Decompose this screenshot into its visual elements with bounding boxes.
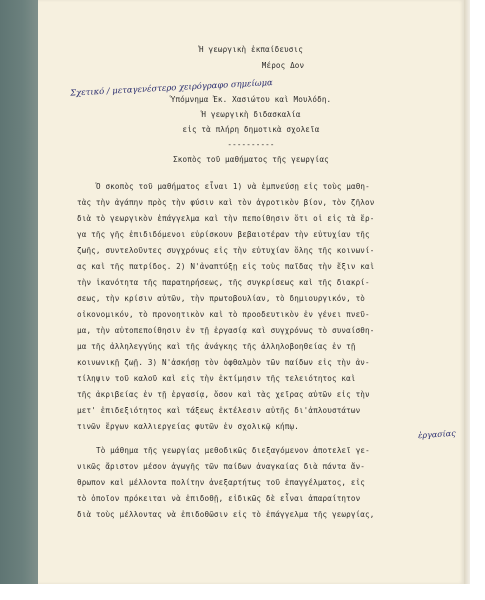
body-line-1: Ὁ σκοπὸς τοῦ μαθήματος εἶναι 1) νὰ ἐμπνεύσῃ εἰς τοὺς μαθη- bbox=[96, 182, 370, 191]
body-line-17: Τὸ μάθημα τῆς γεωργίας μεθοδικῶς διεξαγόμενον ἀποτελεῖ γε- bbox=[96, 446, 370, 455]
handwritten-annotation: Σχετικό / μεταγενέστερο χειρόγραφο σημείωμα bbox=[69, 77, 273, 98]
body-line-8: σεως, τὴν κρίσιν αὐτῶν, τὴν πρωτοβουλίαν, τὸ δημιουργικόν, τὸ bbox=[77, 294, 366, 303]
body-line-10: μα, τὴν αὐτοπεποίθησιν ἐν τῇ ἐργασίᾳ καὶ συγχρόνως τὸ συναίσθη- bbox=[77, 326, 375, 335]
body-line-15: μετ' ἐπιδεξιότητος καὶ τάξεως ἐκτέλεσιν αὐτῆς δι'ἀπλουστάτων bbox=[77, 406, 361, 415]
heading-title: Ἡ γεωργικὴ ἐκπαίδευσις bbox=[199, 45, 303, 54]
body-line-12: κοινωνικῇ ζωῇ. 3) Ν'ἀσκήσῃ τὸν ὀφθαλμὸν τῶν παίδων εἰς τὴν ἀν- bbox=[77, 358, 370, 367]
body-line-16: τινῶν ἔργων καλλιεργείας φυτῶν ἐν σχολικῷ κήπῳ. bbox=[77, 422, 299, 431]
heading-subject: Ἡ γεωργικὴ διδασκαλία bbox=[201, 110, 301, 119]
body-line-21: διὰ τοὺς μέλλοντας νὰ ἐπιδοθῶσιν εἰς τὸ ἐπάγγελμα τῆς γεωργίας, bbox=[77, 510, 375, 519]
heading-divider: ---------- bbox=[227, 140, 275, 149]
body-line-6: ας καὶ τῆς πατρίδος. 2) Ν'ἀναπτύξῃ εἰς τοὺς παῖδας τὴν ἕξιν καὶ bbox=[77, 262, 375, 271]
body-line-20: τὸ ὁποῖον πρόκειται νὰ ἐπιδοθῇ, εἰδικῶς δὲ εἶναι ἀπαραίτητον bbox=[77, 494, 361, 503]
body-line-4: γα τῆς γῆς ἐπιδιδόμενοι εὑρίσκουν βεβαιοτέραν τὴν εὐτυχίαν τῆς bbox=[77, 230, 370, 239]
body-line-11: μα τῆς ἀλληλεγγύης καὶ τῆς ἀνάγκης τῆς ἀλληλοβοηθείας ἐν τῇ bbox=[77, 342, 356, 351]
handwritten-correction: ἐργασίας bbox=[417, 428, 456, 441]
page-edge bbox=[464, 0, 470, 584]
body-line-14: τῆς ἀκριβείας ἐν τῇ ἐργασίᾳ, ὅσον καὶ τὰς χεῖρας αὐτῶν εἰς τὴν bbox=[77, 390, 370, 399]
bottom-margin bbox=[0, 584, 485, 600]
heading-memo: Ὑπόμνημα Ἐκ. Χασιώτου καὶ Μουλόδη. bbox=[170, 95, 332, 104]
body-line-13: τίληψιν τοῦ καλοῦ καὶ εἰς τὴν ἐκτίμησιν τῆς τελειότητος καὶ bbox=[77, 374, 356, 383]
body-line-9: οἰκονομικόν, τὸ προνοητικὸν καὶ τὸ προοδευτικὸν ἐν γένει πνεῦ- bbox=[77, 310, 370, 319]
body-line-5: ζωῆς, συντελοῦντες συγχρόνως εἰς τὴν εὐτυχίαν ὅλης τῆς κοινωνί- bbox=[77, 246, 375, 255]
body-line-3: διὰ τὸ γεωργικὸν ἐπάγγελμα καὶ τὴν πεποίθησιν ὅτι οἱ εἰς τὰ ἔρ- bbox=[77, 214, 375, 223]
body-line-7: τὴν ἱκανότητα τῆς παρατηρήσεως, τῆς συγκρίσεως καὶ τῆς διακρί- bbox=[77, 278, 370, 287]
body-line-19: θρωπον καὶ μέλλοντα πολίτην ἀνεξαρτήτως τοῦ ἐπαγγέλματος, εἰς bbox=[77, 478, 366, 487]
heading-schools: εἰς τὰ πλήρη δημοτικὰ σχολεῖα bbox=[182, 125, 320, 134]
body-line-18: νικῶς ἄριστον μέσον ἀγωγῆς τῶν παίδων ἀναγκαίας διὰ πάντα ἄν- bbox=[77, 462, 366, 471]
body-line-2: τὰς τὴν ἀγάπην πρὸς τὴν φύσιν καὶ τὸν ἀγροτικὸν βίον, τὸν ζῆλον bbox=[77, 198, 375, 207]
heading-part: Μέρος Δον bbox=[261, 61, 305, 70]
section-title: Σκοπὸς τοῦ μαθήματος τῆς γεωργίας bbox=[173, 155, 329, 164]
binding-strip bbox=[0, 0, 38, 584]
